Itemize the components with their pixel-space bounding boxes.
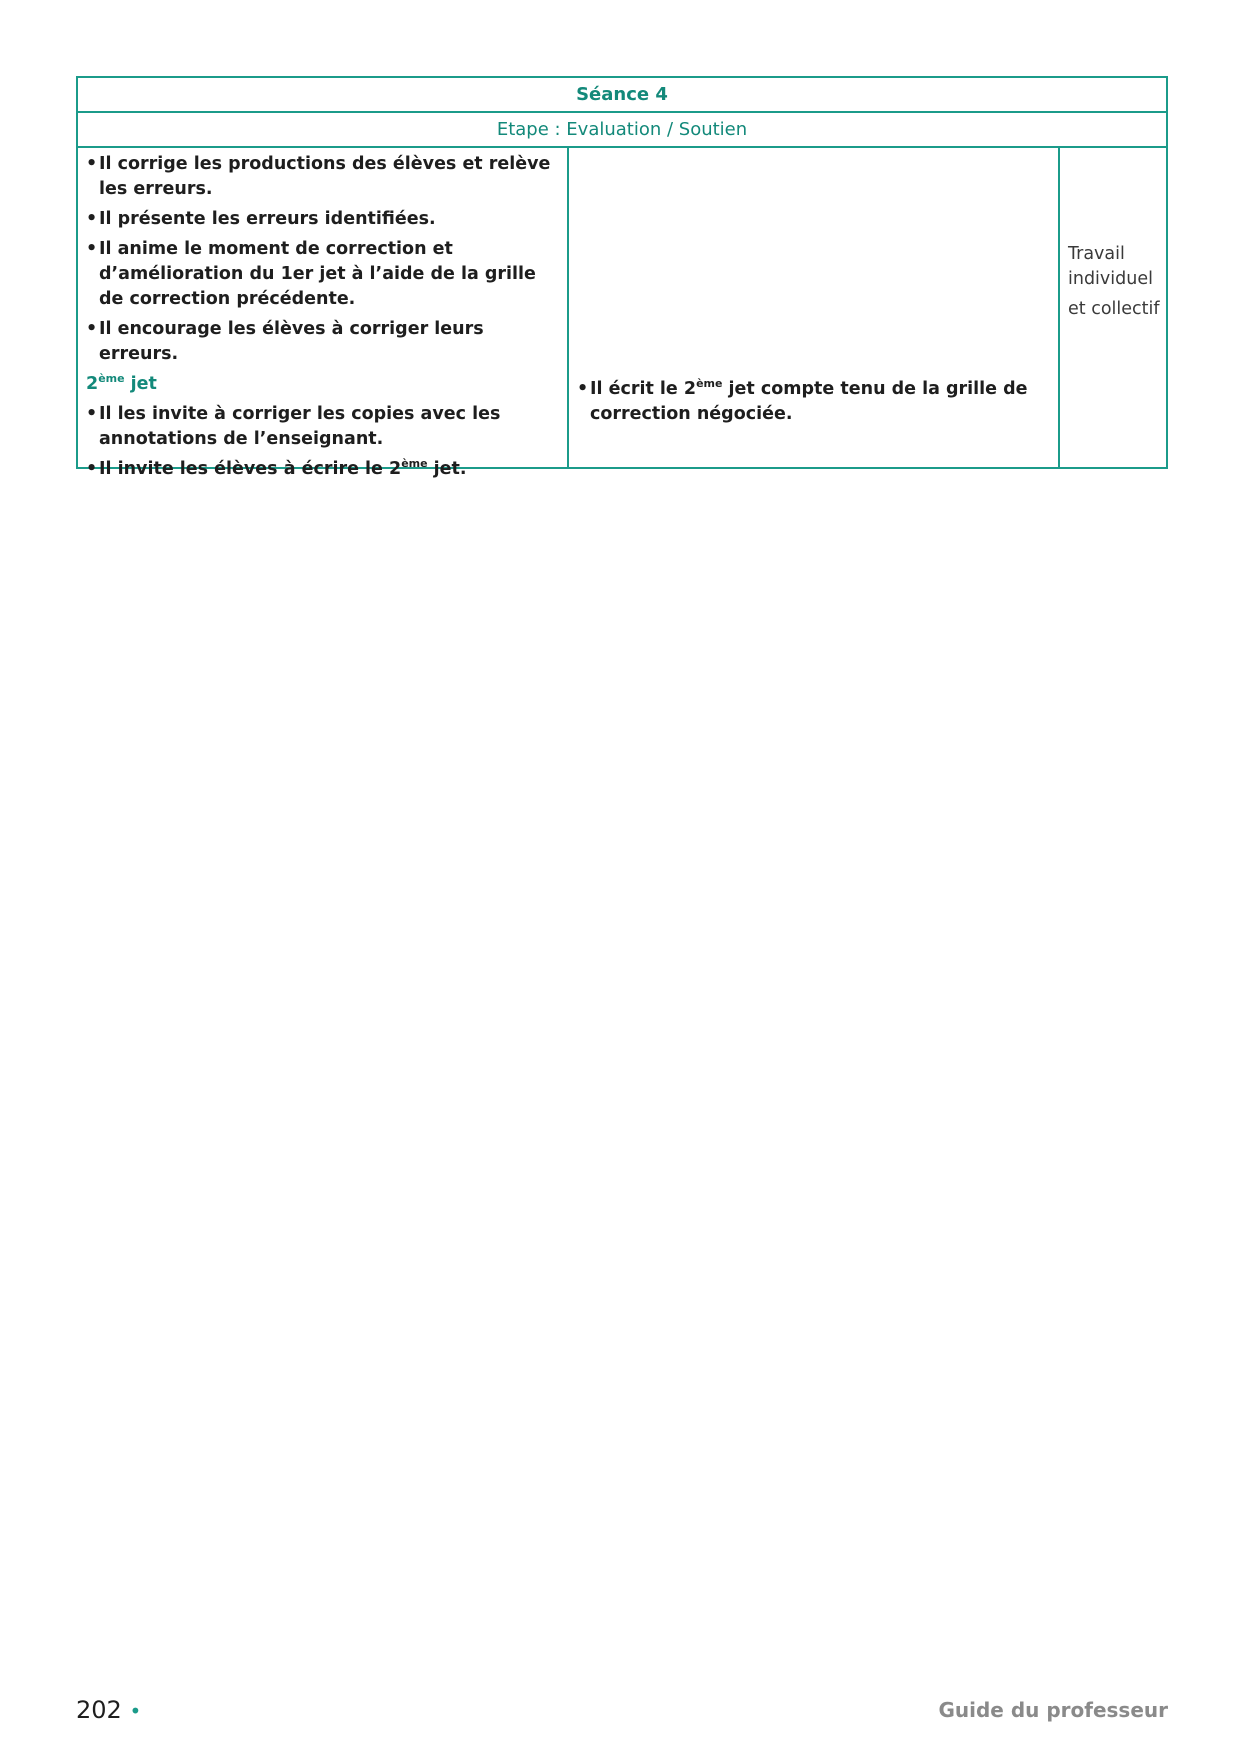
teacher-activities-cell (78, 148, 569, 479)
teacher-item-6-post: jet. (427, 459, 467, 479)
teacher-item-6-pre: Il invite les élèves à écrire le 2 (99, 459, 402, 479)
page-footer-number (76, 1696, 141, 1724)
step-label: Etape : Evaluation / Soutien (496, 119, 748, 140)
student-item-pre: Il écrit le 2 (590, 379, 697, 399)
work-mode-cell (1060, 148, 1166, 467)
lesson-table (76, 76, 1168, 479)
table-body-row (78, 148, 1166, 479)
student-activities-cell (569, 148, 1060, 467)
teacher-item-3: • Il anime le moment de correction et d’amélioration du 1er jet à l’aide de la grille de correction précédente. (86, 237, 559, 312)
session-title: Séance 4 (576, 84, 668, 105)
teacher-item-6 (86, 457, 559, 482)
teacher-item-6-sup: ème (401, 457, 428, 471)
page-number: 202 (76, 1696, 122, 1724)
table-step-row (78, 113, 1166, 148)
second-draft-sup: ème (98, 372, 125, 386)
footer-bullet: • (129, 1699, 142, 1723)
teacher-item-2: • Il présente les erreurs identifiées. (86, 207, 559, 232)
guide-title: Guide du professeur (938, 1698, 1168, 1722)
table-title-row (78, 78, 1166, 113)
teacher-item-5: • Il les invite à corriger les copies avec les annotations de l’enseignant. (86, 402, 559, 452)
second-draft-word: jet (124, 374, 157, 394)
work-mode-text (1068, 242, 1166, 327)
work-mode-line-1: Travail individuel (1068, 244, 1153, 289)
teacher-item-1: • Il corrige les productions des élèves et relève les erreurs. (86, 152, 559, 202)
second-draft-num: 2 (86, 374, 99, 394)
student-item-1 (577, 377, 1050, 427)
teacher-item-4: • Il encourage les élèves à corriger leurs erreurs. (86, 317, 559, 367)
student-item-sup: ème (696, 377, 723, 391)
work-mode-line-2: et collectif (1068, 299, 1160, 319)
second-draft-heading (86, 372, 559, 397)
student-item-post: jet compte tenu de la grille de correction négociée. (590, 379, 1028, 424)
